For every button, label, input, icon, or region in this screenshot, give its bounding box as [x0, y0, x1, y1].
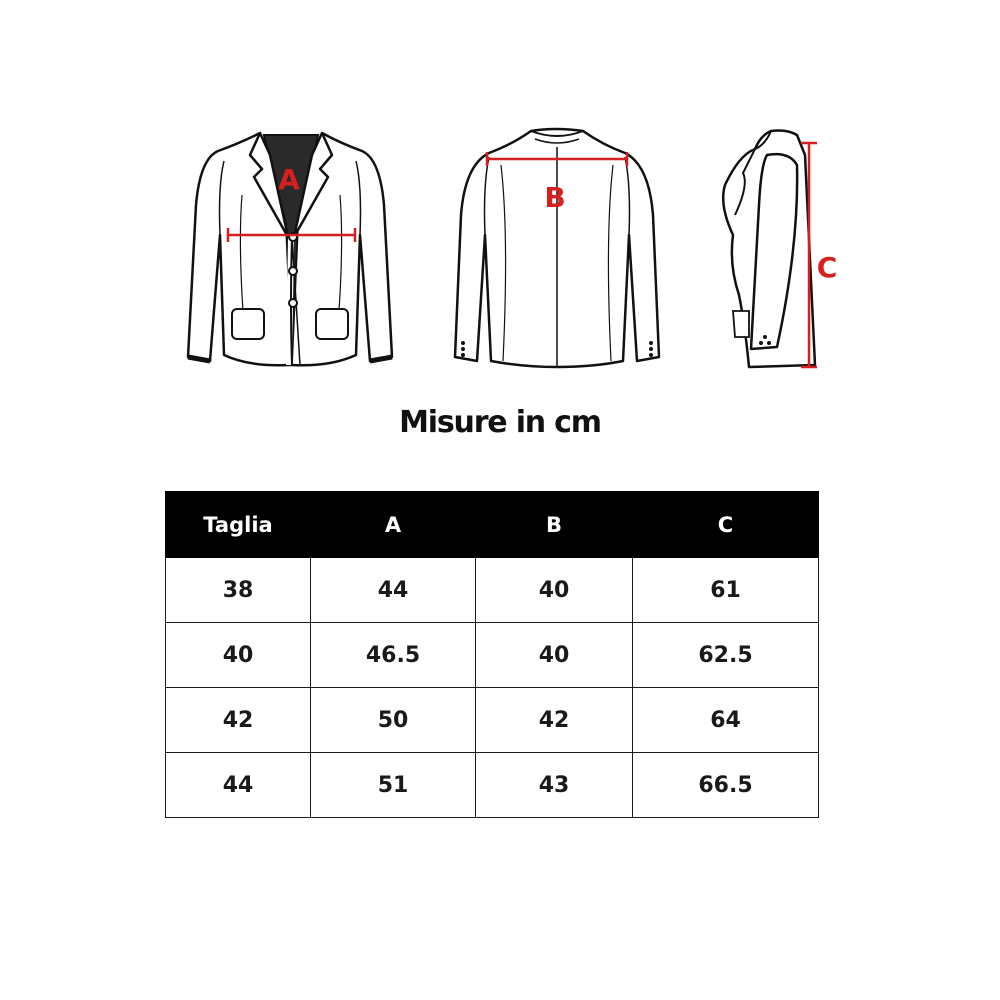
table-row	[166, 688, 819, 753]
page-title: Misure in cm	[399, 405, 601, 440]
cell-b: 40	[476, 558, 633, 623]
cell-c: 62.5	[633, 623, 819, 688]
cell-taglia: 38	[166, 558, 311, 623]
cell-c: 66.5	[633, 753, 819, 818]
table-header-row	[166, 492, 819, 558]
jacket-front-view	[180, 125, 400, 375]
cell-b: 42	[476, 688, 633, 753]
header-a: A	[311, 492, 476, 558]
jacket-front-drawing	[180, 125, 400, 375]
cell-a: 44	[311, 558, 476, 623]
cell-taglia: 40	[166, 623, 311, 688]
header-b: B	[476, 492, 633, 558]
cell-c: 64	[633, 688, 819, 753]
jacket-side-drawing	[705, 125, 855, 375]
measure-label-a: A	[278, 163, 300, 196]
jacket-back-drawing	[443, 125, 673, 375]
measure-label-b: B	[544, 181, 566, 214]
header-c: C	[633, 492, 819, 558]
header-taglia: Taglia	[166, 492, 311, 558]
table-row	[166, 623, 819, 688]
table-row	[166, 558, 819, 623]
cell-taglia: 42	[166, 688, 311, 753]
cell-b: 43	[476, 753, 633, 818]
table-row	[166, 753, 819, 818]
size-table	[165, 491, 819, 818]
cell-b: 40	[476, 623, 633, 688]
measure-label-c: C	[816, 251, 838, 284]
cell-c: 61	[633, 558, 819, 623]
jacket-illustrations	[0, 0, 1000, 400]
cell-a: 50	[311, 688, 476, 753]
cell-taglia: 44	[166, 753, 311, 818]
jacket-back-view	[443, 125, 673, 375]
cell-a: 46.5	[311, 623, 476, 688]
jacket-side-view	[705, 125, 855, 375]
cell-a: 51	[311, 753, 476, 818]
